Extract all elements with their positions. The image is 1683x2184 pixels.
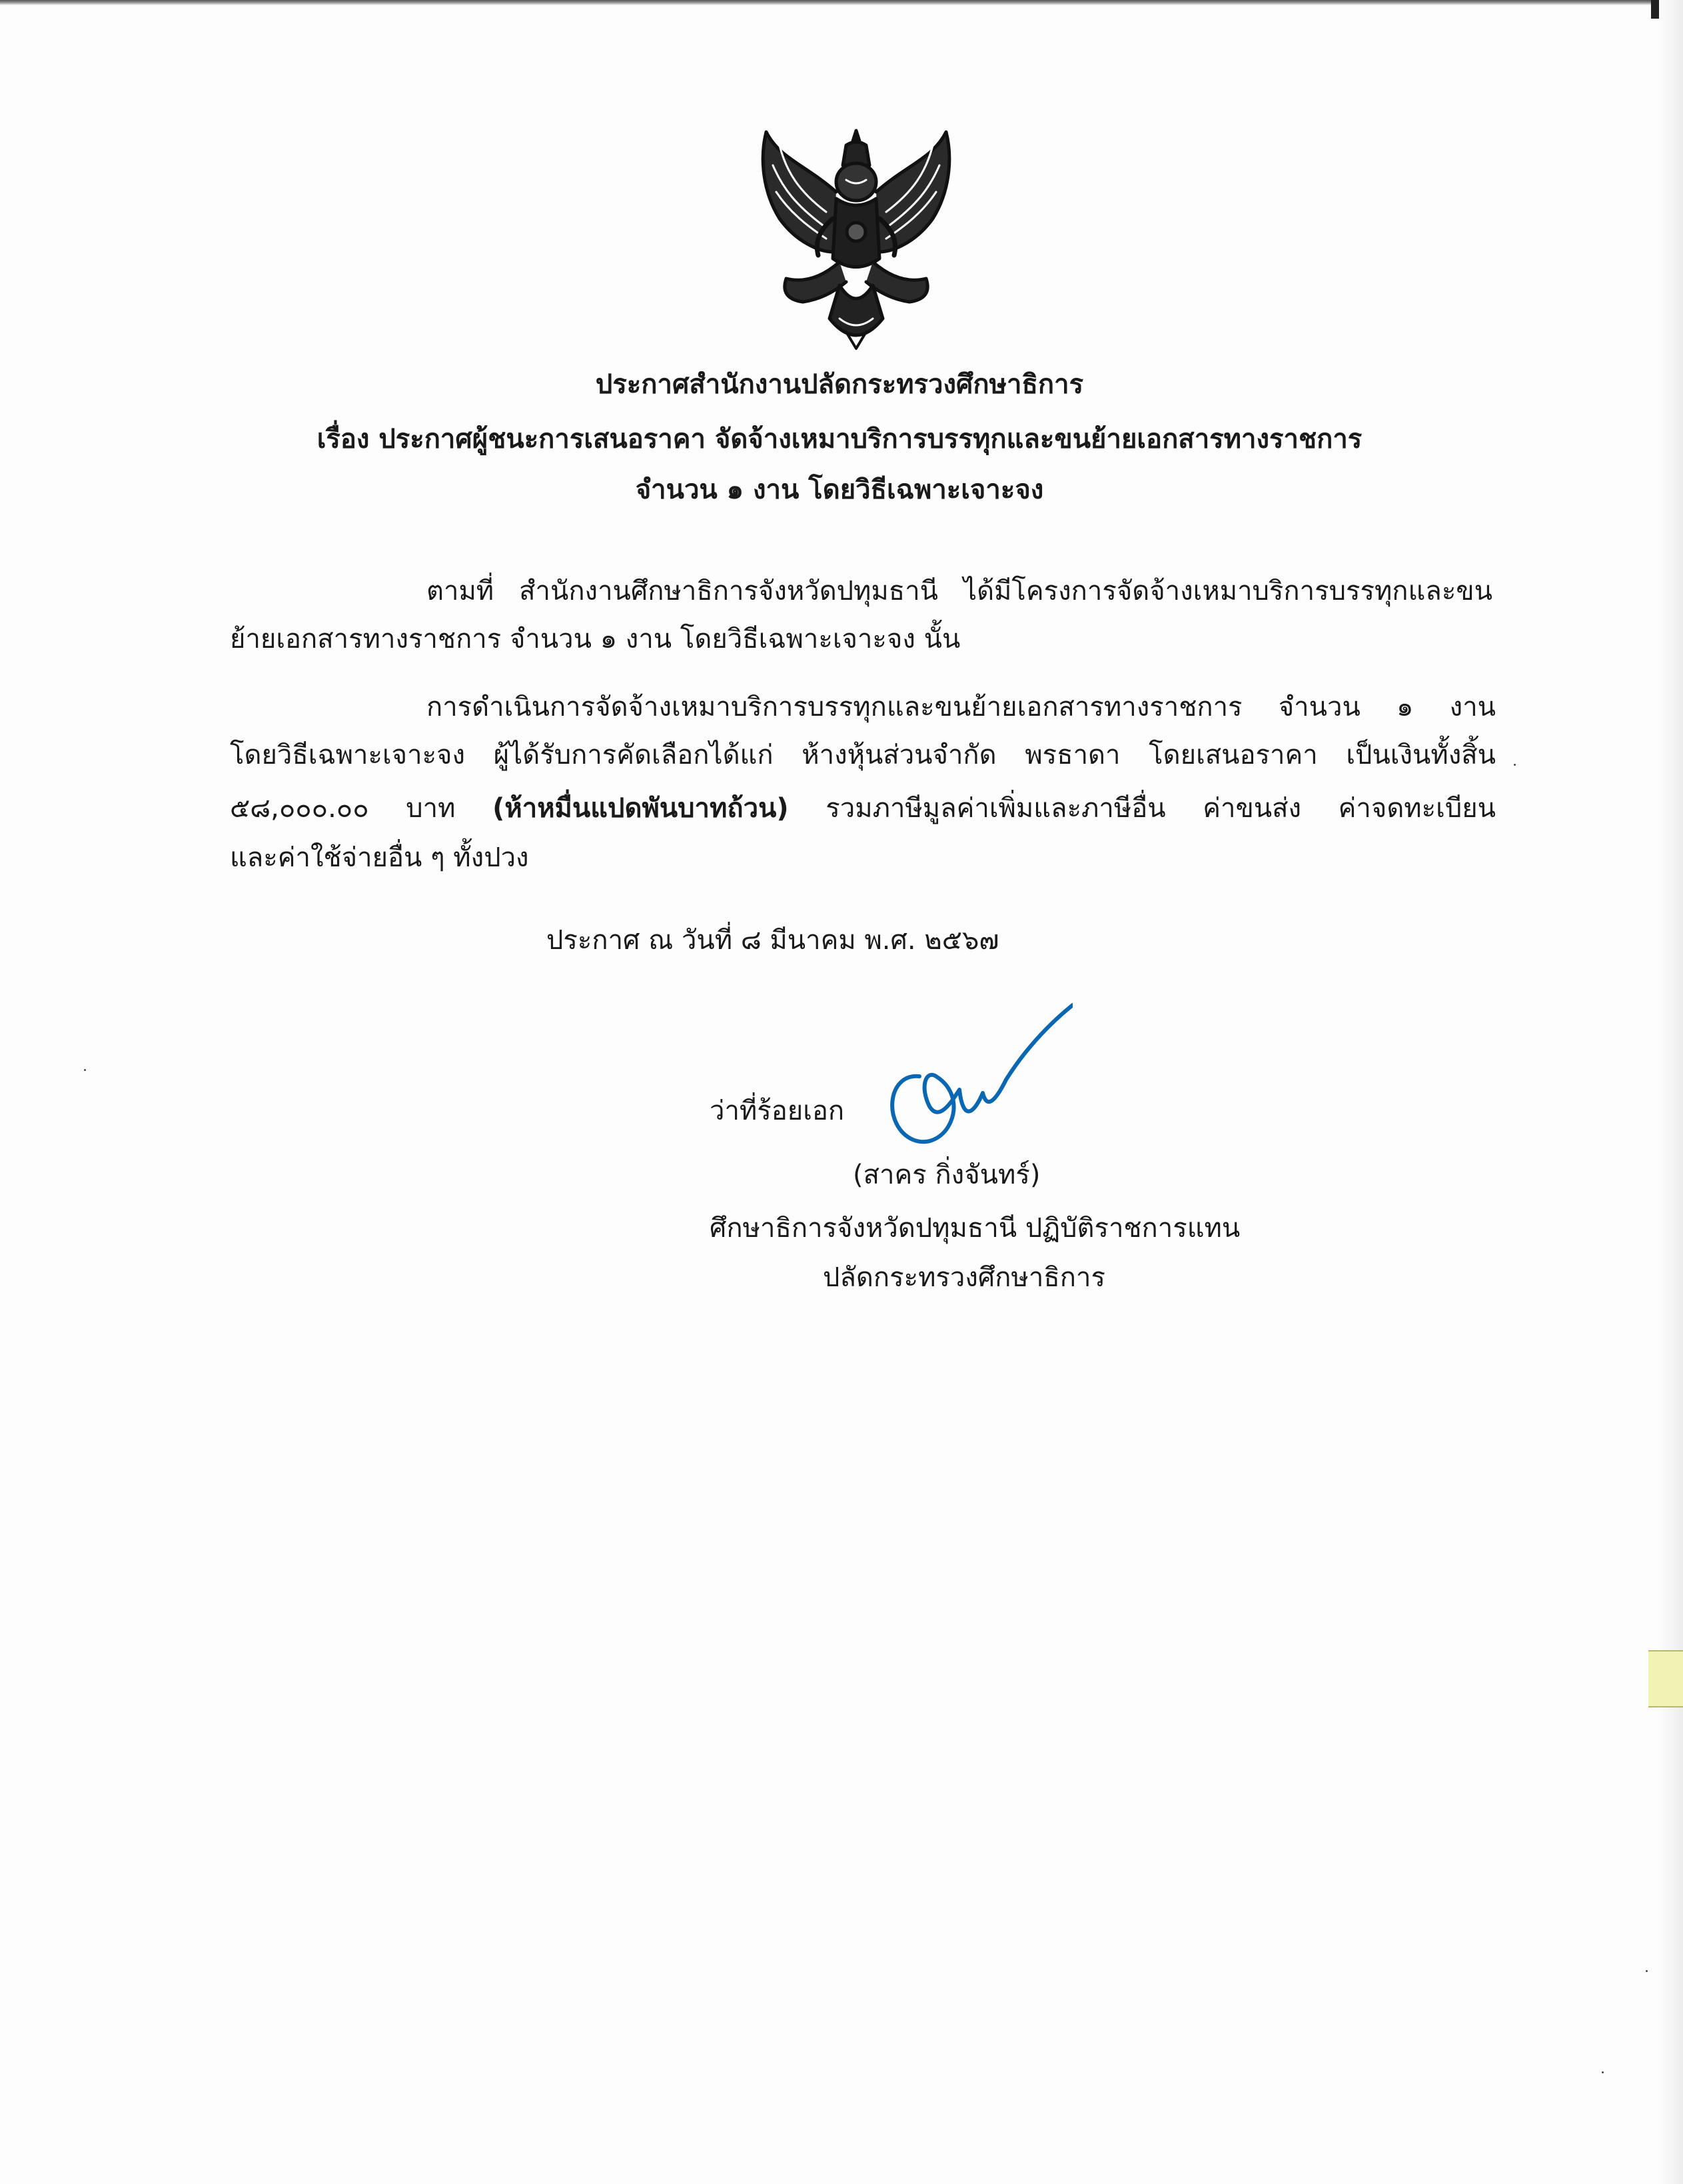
paragraph-2-line-3-rest: รวมภาษีมูลค่าเพิ่มและภาษีอื่น ค่าขนส่ง ค่าจดทะเบียน [826,793,1496,824]
garuda-emblem-icon [740,119,973,359]
contract-amount-words: (ห้าหมื่นแปดพันบาทถ้วน) [492,793,789,824]
paragraph-2-line-3 [230,792,1496,825]
scan-speck [1646,1970,1648,1972]
scan-right-edge [1656,0,1683,2184]
signer-position: ศึกษาธิการจังหวัดปทุมธานี ปฏิบัติราชการแทน [710,1213,1241,1244]
scan-corner-mark [1651,0,1659,19]
announcement-title: ประกาศสำนักงานปลัดกระทรวงศึกษาธิการ [595,369,1084,400]
paragraph-1-line-2: ย้ายเอกสารทางราชการ จำนวน ๑ งาน โดยวิธีเฉพาะเจาะจง นั้น [230,624,961,654]
scan-speck [1602,2071,1604,2073]
scan-top-edge [0,0,1683,5]
announcement-subject-continued: จำนวน ๑ งาน โดยวิธีเฉพาะเจาะจง [635,475,1044,505]
paragraph-2-line-1: การดำเนินการจัดจ้างเหมาบริการบรรทุกและขนย้ายเอกสารทางราชการ จำนวน ๑ งาน [426,692,1496,722]
paragraph-2-line-4: และค่าใช้จ่ายอื่น ๆ ทั้งปวง [230,842,529,873]
scan-speck [1514,764,1516,766]
announcement-date: ประกาศ ณ วันที่ ๘ มีนาคม พ.ศ. ๒๕๖๗ [546,925,999,956]
scan-speck [84,1069,86,1071]
paragraph-1-line-1: ตามที่ สำนักงานศึกษาธิการจังหวัดปทุมธานี ได้มีโครงการจัดจ้างเหมาบริการบรรทุกและขน [426,576,1492,606]
signer-rank: ว่าที่ร้อยเอก [710,1096,845,1126]
contract-amount: ๕๘,๐๐๐.๐๐ บาท [230,793,456,824]
scan-yellow-tab [1648,1650,1683,1707]
paragraph-2-line-2: โดยวิธีเฉพาะเจาะจง ผู้ได้รับการคัดเลือกได้แก่ ห้างหุ้นส่วนจำกัด พรธาดา โดยเสนอราคา เป็นเงินทั้งสิ้น [230,740,1496,770]
signer-name: (สาคร กิ่งจันทร์) [853,1160,1041,1190]
handwritten-signature-icon [873,1000,1073,1160]
announcement-subject: เรื่อง ประกาศผู้ชนะการเสนอราคา จัดจ้างเหมาบริการบรรทุกและขนย้ายเอกสารทางราชการ [316,424,1363,455]
signer-office: ปลัดกระทรวงศึกษาธิการ [823,1262,1105,1293]
